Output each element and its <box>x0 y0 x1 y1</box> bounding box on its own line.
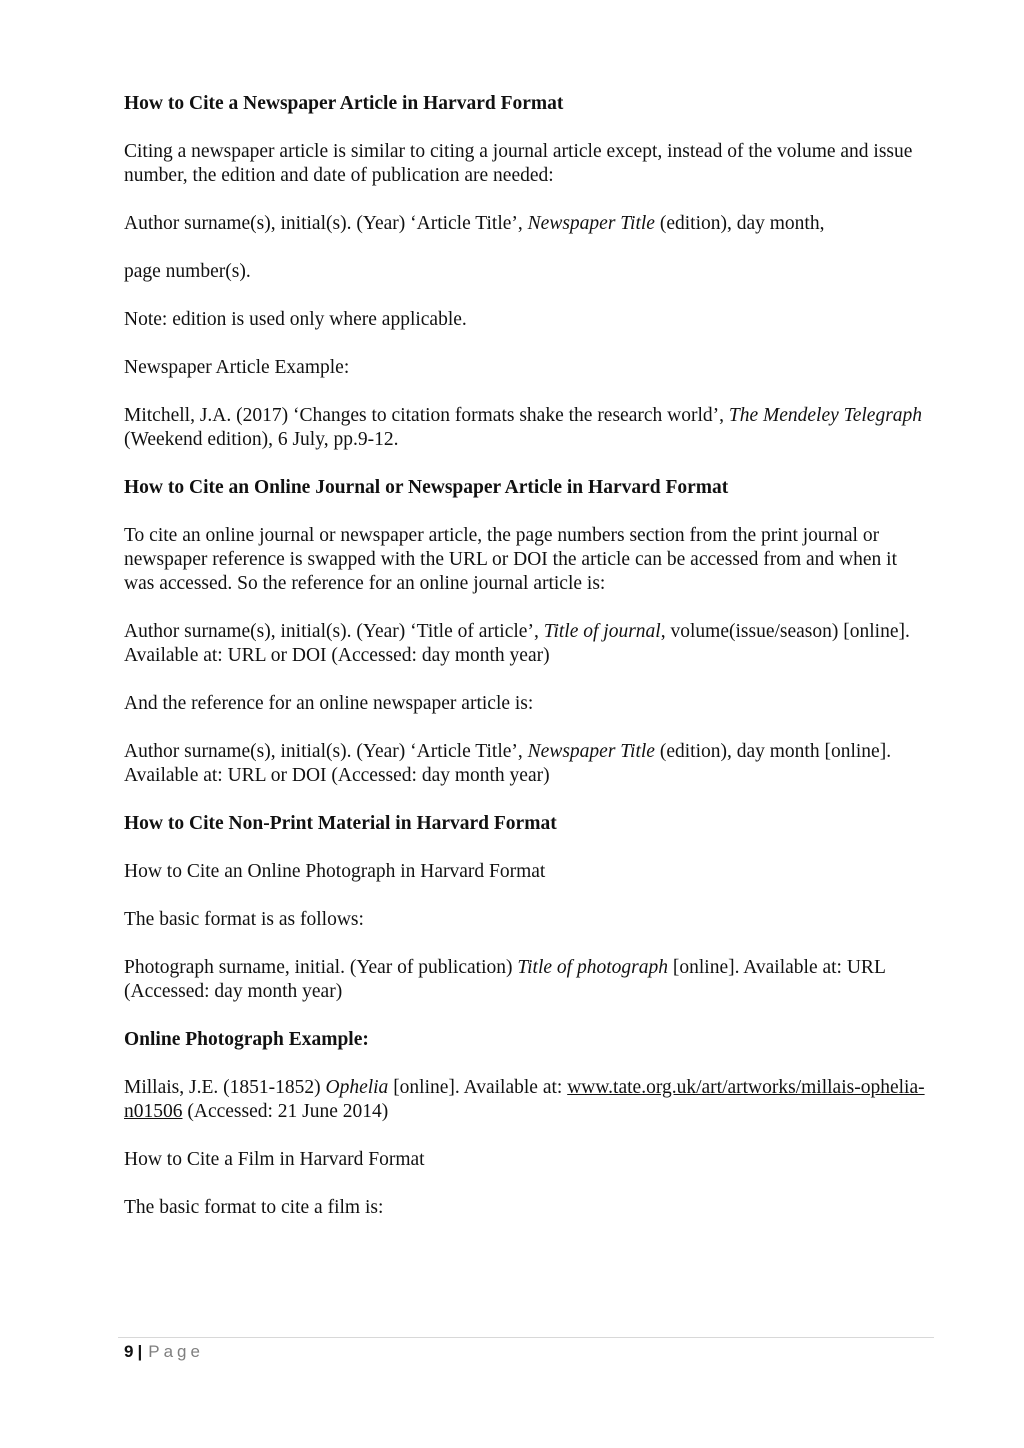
heading-photo-example: Online Photograph Example: <box>124 1029 369 1050</box>
edition-note: Note: edition is used only where applicable. <box>124 309 467 330</box>
footer-divider <box>118 1337 934 1338</box>
photo-subheading: How to Cite an Online Photograph in Harvard Format <box>124 861 546 882</box>
film-basic-format-lead: The basic format to cite a film is: <box>124 1197 384 1218</box>
tate-link[interactable]: www.tate.org.uk/art/artworks/millais-ophelia-n01506 <box>124 1077 925 1122</box>
photo-basic-format-lead: The basic format is as follows: <box>124 909 364 930</box>
photo-example: Millais, J.E. (1851-1852) Ophelia [online]. Available at: www.tate.org.uk/art/artworks/millais-ophelia-n01506 (Accessed: 21 June 2014) <box>124 1077 925 1122</box>
newspaper-example-label: Newspaper Article Example: <box>124 357 350 378</box>
online-journal-format: Author surname(s), initial(s). (Year) ‘Title of article’, Title of journal, volume(issue/season) [online]. Available at: URL or DOI (Accessed: day month year) <box>124 621 910 666</box>
online-intro: To cite an online journal or newspaper article, the page numbers section from the print journal or newspaper reference is swapped with the URL or DOI the article can be accessed from and when it was accessed. So the reference for an online journal article is: <box>124 525 898 594</box>
newspaper-format-line2: page number(s). <box>124 261 251 282</box>
online-newspaper-format: Author surname(s), initial(s). (Year) ‘Article Title’, Newspaper Title (edition), day month [online]. Available at: URL or DOI (Accessed: day month year) <box>124 741 892 786</box>
newspaper-format-line: Author surname(s), initial(s). (Year) ‘Article Title’, Newspaper Title (edition), day month, <box>124 213 825 234</box>
heading-newspaper-article: How to Cite a Newspaper Article in Harvard Format <box>124 93 564 114</box>
footer-separator: | <box>137 1342 143 1361</box>
page-number: 9 <box>124 1342 134 1361</box>
page-word: Page <box>148 1342 204 1361</box>
heading-online-article: How to Cite an Online Journal or Newspaper Article in Harvard Format <box>124 477 729 498</box>
online-newspaper-lead: And the reference for an online newspaper article is: <box>124 693 534 714</box>
newspaper-example: Mitchell, J.A. (2017) ‘Changes to citation formats shake the research world’, The Mendeley Telegraph (Weekend edition), 6 July, pp.9-12. <box>124 405 923 450</box>
page-content <box>124 92 932 1244</box>
photo-format: Photograph surname, initial. (Year of publication) Title of photograph [online]. Available at: URL (Accessed: day month year) <box>124 957 886 1002</box>
newspaper-intro: Citing a newspaper article is similar to citing a journal article except, instead of the volume and issue number, the edition and date of publication are needed: <box>124 141 913 186</box>
film-subheading: How to Cite a Film in Harvard Format <box>124 1149 425 1170</box>
heading-non-print: How to Cite Non-Print Material in Harvard Format <box>124 813 557 834</box>
page-footer <box>124 1340 204 1364</box>
